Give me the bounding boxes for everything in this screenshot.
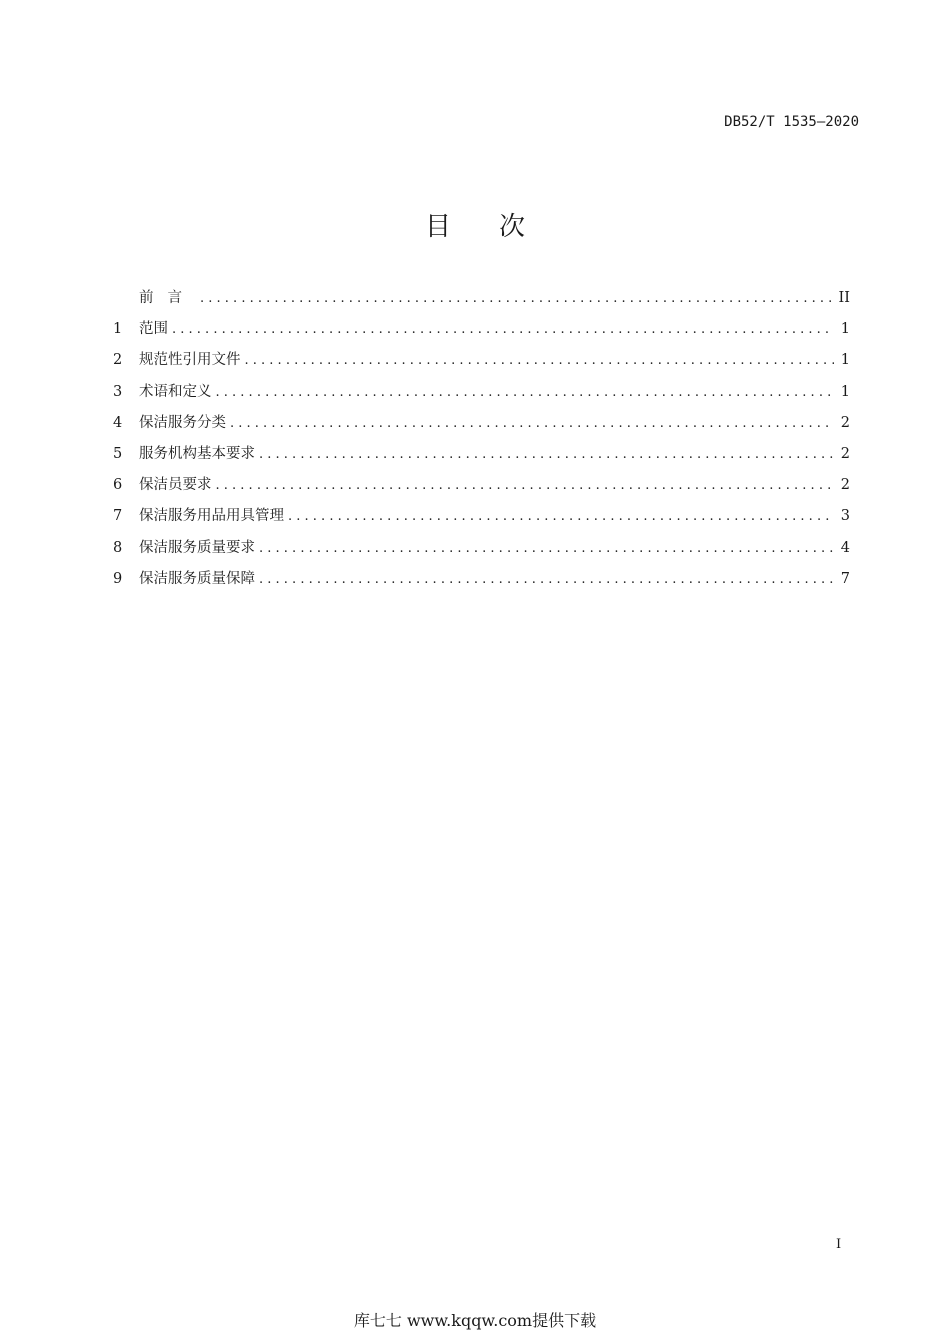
toc-entry-label: 范围 [139,321,168,338]
toc-dot-leader [288,509,834,524]
document-code: DB52/T 1535—2020 [724,114,859,130]
toc-dot-leader [200,291,833,306]
toc-entry-number: 1 [113,321,123,338]
toc-entry-label: 前言 [139,290,196,306]
toc-entry-preface[interactable] [113,286,850,317]
toc-entry-page: 7 [840,570,850,587]
table-of-contents [113,286,850,598]
toc-entry-page: II [838,290,850,306]
download-source-footer: 库七七 www.kqqw.com提供下载 [353,1311,597,1330]
toc-entry-number: 3 [113,383,123,400]
page-title: 目次 [424,212,573,242]
toc-dot-leader [259,541,834,556]
toc-entry-number: 2 [113,352,123,369]
toc-entry-number: 5 [113,445,123,462]
toc-entry-number: 7 [113,508,123,525]
toc-dot-leader [172,322,834,337]
toc-entry-number: 6 [113,477,123,494]
toc-entry-number: 8 [113,539,123,556]
toc-entry-service-classification[interactable] [113,411,850,442]
toc-entry-page: 1 [840,383,850,400]
toc-entry-terms-definitions[interactable] [113,380,850,411]
toc-entry-page: 4 [840,539,850,556]
toc-entry-label: 术语和定义 [139,383,212,400]
toc-entry-page: 1 [840,352,850,369]
toc-entry-page: 3 [840,508,850,525]
toc-dot-leader [216,385,835,400]
toc-dot-leader [259,572,834,587]
toc-dot-leader [216,478,835,493]
toc-entry-page: 2 [840,477,850,494]
toc-entry-number: 4 [113,414,123,431]
toc-entry-label: 保洁服务质量要求 [139,539,255,556]
toc-entry-page: 2 [840,445,850,462]
toc-entry-label: 服务机构基本要求 [139,445,255,462]
toc-entry-scope[interactable] [113,317,850,348]
toc-entry-label: 保洁服务质量保障 [139,570,255,587]
toc-entry-label: 规范性引用文件 [139,352,241,369]
toc-entry-quality-assurance[interactable] [113,567,850,598]
toc-dot-leader [245,353,835,368]
toc-entry-number: 9 [113,570,123,587]
toc-entry-cleaner-requirements[interactable] [113,473,850,504]
toc-entry-agency-requirements[interactable] [113,442,850,473]
toc-entry-label: 保洁服务用品用具管理 [139,508,284,525]
toc-entry-label: 保洁员要求 [139,477,212,494]
toc-dot-leader [259,447,834,462]
toc-entry-normative-references[interactable] [113,348,850,379]
toc-entry-supplies-management[interactable] [113,504,850,535]
page-number: I [836,1237,842,1252]
toc-entry-quality-requirements[interactable] [113,536,850,567]
toc-entry-page: 1 [840,321,850,338]
toc-entry-label: 保洁服务分类 [139,414,226,431]
toc-entry-page: 2 [840,414,850,431]
toc-dot-leader [230,416,834,431]
